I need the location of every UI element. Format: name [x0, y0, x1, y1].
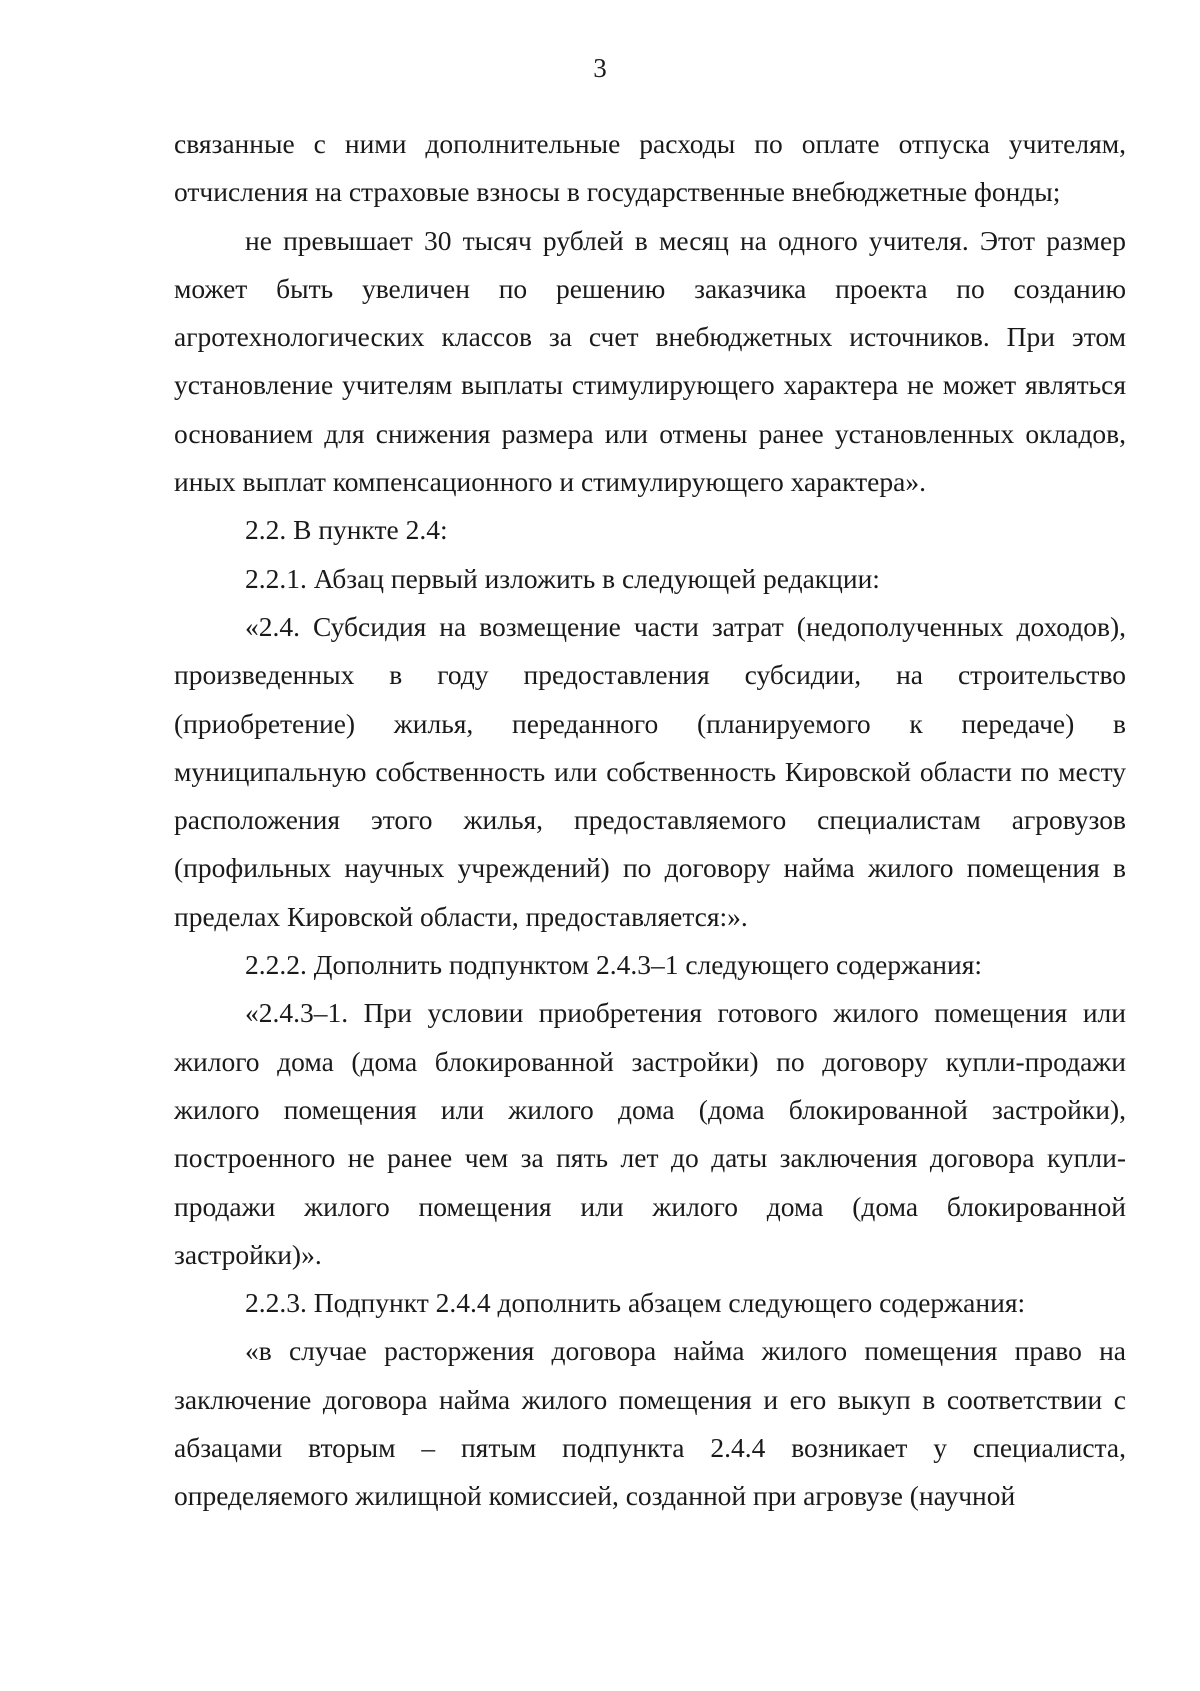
paragraph-quote-2-4-3-1: «2.4.3–1. При условии приобретения готового жилого помещения или жилого дома (дома блокированной застройки) по договору купли-продажи жилого помещения или жилого дома (дома блокированной застройки), построенного не ранее чем за пять лет до даты заключения договора купли-продажи жилого помещения или жилого дома (дома блокированной застройки)». — [174, 997, 1126, 1270]
paragraph-continuation: связанные с ними дополнительные расходы по оплате отпуска учителям, отчисления на страховые взносы в государственные внебюджетные фонды; — [174, 128, 1126, 208]
paragraph-quote-2-4: «2.4. Субсидия на возмещение части затрат (недополученных доходов), произведенных в году предоставления субсидии, на строительство (приобретение) жилья, переданного (планируемого к передаче) в муниципальную собственность или собственность Кировской области по месту расположения этого жилья, предоставляемого специалистам агровузов (профильных научных учреждений) по договору найма жилого помещения в пределах Кировской области, предоставляется:». — [174, 610, 1126, 932]
paragraph-clause-2-2-2: 2.2.2. Дополнить подпунктом 2.4.3–1 следующего содержания: — [245, 949, 983, 981]
paragraph-clause-2-2-1: 2.2.1. Абзац первый изложить в следующей редакции: — [245, 562, 880, 594]
page-number: 3 — [593, 53, 607, 83]
paragraph-clause-2-2: 2.2. В пункте 2.4: — [245, 514, 448, 546]
paragraph-salary-limit: не превышает 30 тысяч рублей в месяц на одного учителя. Этот размер может быть увеличен по решению заказчика проекта по созданию агротехнологических классов за счет внебюджетных источников. При этом установление учителям выплаты стимулирующего характера не может являться основанием для снижения размера или отмены ранее установленных окладов, иных выплат компенсационного и стимулирующего характера». — [174, 224, 1126, 498]
paragraph-clause-2-2-3: 2.2.3. Подпункт 2.4.4 дополнить абзацем следующего содержания: — [245, 1287, 1026, 1319]
paragraph-quote-termination: «в случае расторжения договора найма жилого помещения право на заключение договора найма жилого помещения и его выкуп в соответствии с абзацами вторым – пятым подпункта 2.4.4 возникает у специалиста, определяемого жилищной комиссией, созданной при агровузе (научной — [174, 1335, 1126, 1512]
document-body — [174, 120, 1126, 1521]
